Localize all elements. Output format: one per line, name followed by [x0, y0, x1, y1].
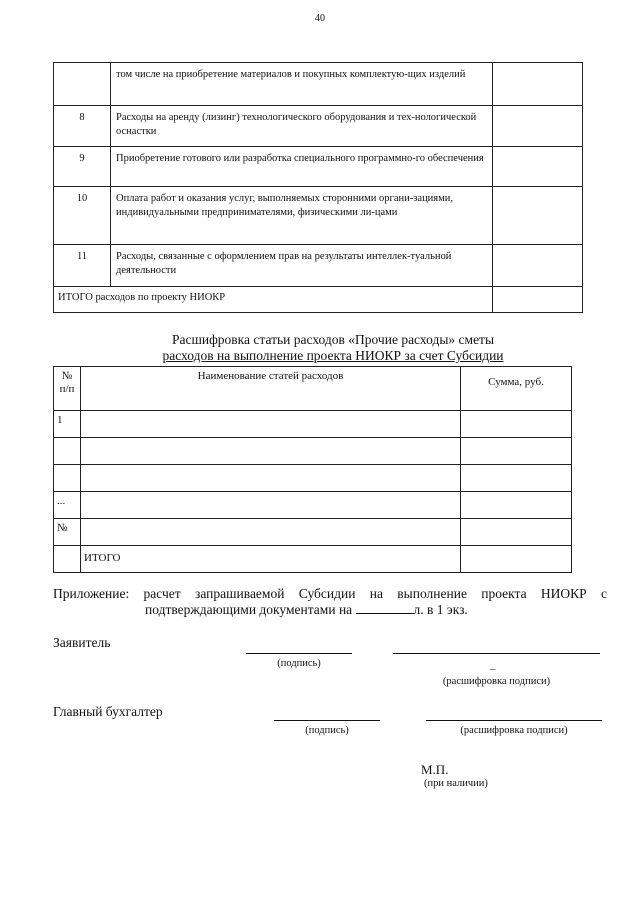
stamp-note: (при наличии): [424, 778, 488, 789]
other-expenses-table: [53, 366, 572, 573]
table-row: [54, 106, 583, 147]
expenses-table-continued: [53, 62, 583, 313]
row-number: [54, 465, 81, 492]
appendix-line2: [53, 602, 607, 618]
row-number: 1: [54, 411, 81, 438]
row-number: 10: [54, 187, 111, 245]
table-row: [54, 465, 572, 492]
row-description: Расходы, связанные с оформлением прав на результаты интеллек-туальной деятельности: [111, 245, 493, 287]
row-description: том числе на приобретение материалов и покупных комплектую-щих изделий: [111, 63, 493, 106]
table-header-row: [54, 367, 572, 411]
row-number: 9: [54, 147, 111, 187]
chief-accountant-label: Главный бухгалтер: [53, 704, 163, 719]
row-number: 11: [54, 245, 111, 287]
row-sum: [493, 63, 583, 106]
appendix-line2-suffix: л. в 1 экз.: [413, 602, 468, 617]
row-sum: [461, 519, 572, 546]
row-description: Расходы на аренду (лизинг) технологического оборудования и тех-нологической оснастки: [111, 106, 493, 147]
row-sum: [493, 245, 583, 287]
table-row: [54, 187, 583, 245]
section-title-line2: расходов на выполнение проекта НИОКР за счет Субсидии: [162, 348, 504, 363]
row-sum: [493, 106, 583, 147]
header-sum: Сумма, руб.: [461, 367, 572, 411]
table-row: [54, 245, 583, 287]
table-row: [54, 492, 572, 519]
applicant-label: Заявитель: [53, 635, 111, 650]
table-row: [54, 411, 572, 438]
stamp-label: М.П.: [421, 762, 449, 777]
row-description: Приобретение готового или разработка специального программно-го обеспечения: [111, 147, 493, 187]
row-description: Оплата работ и оказания услуг, выполняемых сторонними органи-зациями, индивидуальными предпринимателями, физическими ли-цами: [111, 187, 493, 245]
accountant-signature-caption: (подпись): [305, 725, 349, 736]
row-sum: [493, 147, 583, 187]
row-sum: [493, 187, 583, 245]
appendix-line2-prefix: подтверждающими документами на: [145, 602, 353, 617]
total-number: [54, 546, 81, 573]
row-name: [81, 438, 461, 465]
accountant-decoding-line[interactable]: [426, 720, 602, 721]
section-title: [53, 332, 613, 364]
table-row: [54, 63, 583, 106]
total-row: [54, 287, 583, 313]
section-title-line1: Расшифровка статьи расходов «Прочие расходы» сметы: [171, 332, 495, 347]
row-sum: [461, 465, 572, 492]
table-row: [54, 147, 583, 187]
accountant-signature-line[interactable]: [274, 720, 380, 721]
row-number: [54, 438, 81, 465]
row-sum: [461, 438, 572, 465]
applicant-signature-caption: (подпись): [277, 658, 321, 669]
row-name: [81, 411, 461, 438]
header-name: Наименование статей расходов: [81, 367, 461, 411]
row-number: ...: [54, 492, 81, 519]
applicant-decoding-line[interactable]: [393, 653, 600, 654]
table-row: [54, 519, 572, 546]
header-number: № п/п: [54, 367, 81, 411]
pages-count-blank[interactable]: [356, 603, 414, 614]
row-name: [81, 465, 461, 492]
total-label: ИТОГО расходов по проекту НИОКР: [54, 287, 493, 313]
applicant-signature-line[interactable]: [246, 653, 352, 654]
total-row: [54, 546, 572, 573]
row-sum: [461, 492, 572, 519]
applicant-decoding-caption: (расшифровка подписи): [442, 676, 551, 687]
row-number: [54, 63, 111, 106]
row-name: [81, 492, 461, 519]
table-row: [54, 438, 572, 465]
total-label: ИТОГО: [81, 546, 461, 573]
row-number: №: [54, 519, 81, 546]
row-number: 8: [54, 106, 111, 147]
accountant-decoding-caption: (расшифровка подписи): [460, 725, 568, 736]
total-sum: [493, 287, 583, 313]
dash-mark: _: [490, 659, 496, 671]
row-name: [81, 519, 461, 546]
total-sum: [461, 546, 572, 573]
row-sum: [461, 411, 572, 438]
appendix: [53, 586, 607, 618]
appendix-line1: Приложение: расчет запрашиваемой Субсидии на выполнение проекта НИОКР с: [53, 586, 607, 601]
page-number: 40: [315, 13, 325, 24]
